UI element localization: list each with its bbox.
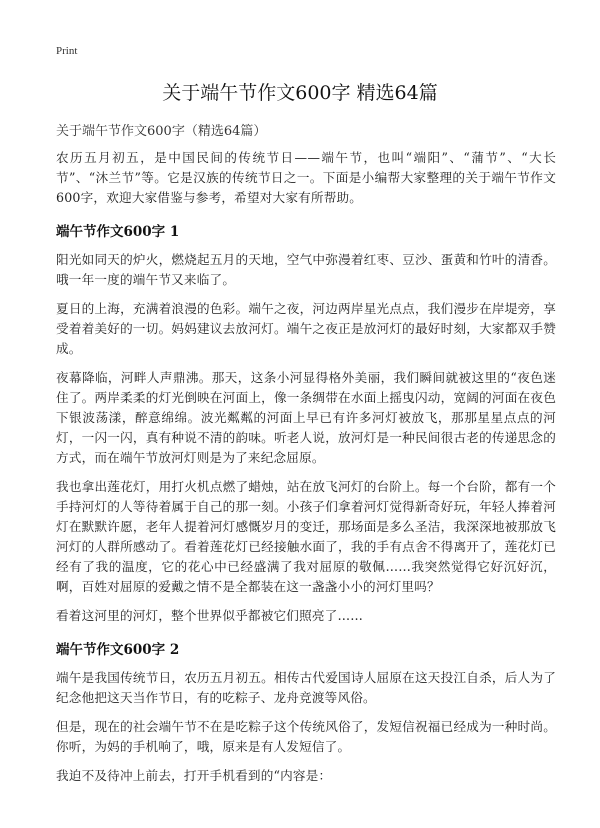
paragraph: 夏日的上海，充满着浪漫的色彩。端午之夜，河边两岸星光点点，我们漫步在岸堤旁，享受着着美好的一切。妈妈建议去放河灯。端午之夜正是放河灯的最好时刻，大家都双手赞成。 [56,301,556,356]
intro-paragraph: 农历五月初五，是中国民间的传统节日——端午节，也叫“端阳”、“蒲节”、“大长节”、“沐兰节”等。它是汉族的传统节日之一。下面是小编帮大家整理的关于端午节作文600字，欢迎大家借鉴与参考，希望对大家有所帮助。 [56,150,556,205]
page-title: 关于端午节作文600字 精选64篇 [162,82,438,104]
section-heading: 端午节作文600字 2 [56,642,180,658]
paragraph: 但是，现在的社会端午节不在是吃粽子这个传统风俗了，发短信祝福已经成为一种时尚。你听，为妈的手机响了，哦，原来是有人发短信了。 [56,719,556,754]
article-body [56,148,556,795]
paragraph: 我也拿出莲花灯，用打火机点燃了蜡烛，站在放飞河灯的台阶上。每一个台阶，都有一个手持河灯的人等待着属于自己的那一刻。小孩子们拿着河灯觉得新奇好玩，年轻人捧着河灯在默默许愿，老年人提着河灯感慨岁月的变迁，那场面是多么圣洁，我深深地被那放飞河灯的人群所感动了。看着莲花灯已经接触水面了，我的手有点舍不得离开了，莲花灯已经有了我的温度，它的花心中已经盛满了我对屈原的敬佩……我突然觉得它好沉好沉，啊，百姓对屈原的爱戴之情不是全都装在这一盏盏小小的河灯里吗？ [56,479,556,594]
paragraph: 端午是我国传统节日，农历五月初五。相传古代爱国诗人屈原在这天投江自杀，后人为了纪念他把这天当作节日，有的吃粽子、龙舟竞渡等风俗。 [56,670,556,705]
section-heading: 端午节作文600字 1 [56,224,180,240]
paragraph: 看着这河里的河灯，整个世界似乎都被它们照亮了…… [56,608,364,623]
paragraph: 我迫不及待冲上前去，打开手机看到的“内容是： [56,768,332,783]
subtitle: 关于端午节作文600字（精选64篇） [56,124,267,139]
paragraph: 夜幕降临，河畔人声鼎沸。那天，这条小河显得格外美丽，我们瞬间就被这里的“夜色迷住了。两岸柔柔的灯光倒映在河面上，像一条绸带在水面上摇曳闪动，宽阔的河面在夜色下银波荡漾，醉意绵绵。波光粼粼的河面上早已有许多河灯被放飞，那那星星点点的河灯，一闪一闪，真有种说不清的韵味。听老人说，放河灯是一种民间很古老的传递思念的方式，而在端午节放河灯则是为了来纪念屈原。 [56,370,556,465]
paragraph: 阳光如同天的炉火，燃烧起五月的天地，空气中弥漫着红枣、豆沙、蛋黄和竹叶的清香。哦一年一度的端午节又来临了。 [56,252,556,287]
print-link[interactable]: Print [56,45,78,57]
